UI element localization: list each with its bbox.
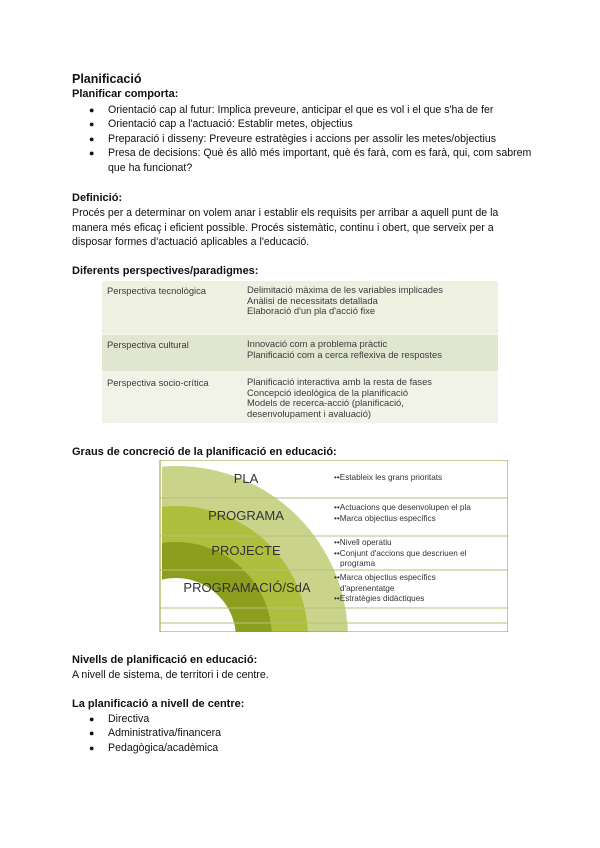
list-item: ● Orientació cap al futur: Implica preveure, anticipar el que es vol i el que s'ha de fer bbox=[89, 104, 494, 116]
bullet-icon: ● bbox=[89, 133, 95, 144]
centre-heading: La planificació a nivell de centre: bbox=[72, 698, 245, 710]
bullet-icon: ● bbox=[89, 105, 95, 115]
nivells-heading: Nivells de planificació en educació: bbox=[72, 654, 258, 666]
level-notes: ••Nivell operatiu ••Conjunt d'accions que descriuen el programa bbox=[334, 538, 467, 569]
list-item: ● Pedagògica/acadèmica bbox=[89, 741, 219, 754]
bullet-icon: ● bbox=[89, 742, 95, 753]
list-item: ● Administrativa/financera bbox=[89, 727, 222, 740]
level-projecte: PROJECTE bbox=[211, 543, 281, 558]
list-item: ● Preparació i disseny: Preveure estratègies i accions per assolir les metes/objectius bbox=[89, 132, 497, 145]
table-row bbox=[102, 373, 498, 423]
level-programa: PROGRAMA bbox=[208, 508, 284, 523]
perspective-description: Delimitació màxima de les variables implicades Anàlisi de necessitats detallada Elaboració d'un pla d'acció fixe bbox=[247, 284, 443, 317]
perspective-name: Perspectiva tecnològica bbox=[107, 285, 207, 296]
list-item: ● Presa de decisions: Què és allò més important, què és farà, com es farà, qui, com sabrem que ha funcionat? bbox=[89, 147, 532, 174]
level-programacio: PROGRAMACIÓ/SdA bbox=[183, 580, 311, 595]
perspective-name: Perspectiva socio-crítica bbox=[107, 377, 209, 388]
nivells-text: A nivell de sistema, de territori i de centre. bbox=[72, 669, 269, 681]
perspectives-heading: Diferents perspectives/paradigmes: bbox=[72, 265, 259, 277]
level-notes: ••Actuacions que desenvolupen el pla ••Marca objectius específics bbox=[334, 503, 471, 523]
bullet-icon: ● bbox=[89, 119, 95, 130]
bullet-icon: ● bbox=[89, 148, 95, 159]
list-item: ● Orientació cap a l'actuació: Establir metes, objectius bbox=[89, 118, 353, 131]
table-row bbox=[102, 335, 498, 371]
list-item: ● Directiva bbox=[89, 713, 150, 725]
level-pla: PLA bbox=[233, 471, 259, 486]
level-notes: ••Estableix les grans prioritats bbox=[334, 473, 443, 482]
bullet-icon: ● bbox=[89, 714, 95, 724]
graus-heading: Graus de concreció de la planificació en educació: bbox=[72, 446, 337, 458]
bullet-icon: ● bbox=[89, 728, 95, 739]
table-row bbox=[102, 281, 498, 333]
level-notes: ••Marca objectius específics d'aprenentatge ••Estratègies didàctiques bbox=[334, 573, 436, 604]
comporta-heading: Planificar comporta: bbox=[72, 88, 179, 100]
definicio-text: Procés per a determinar on volem anar i establir els requisits per arribar a aquell punt de la manera més eficaç i eficient possible. Procés sistemàtic, continu i obert, que serveix per a disposar formes d'actuació aplicables a l'educació. bbox=[72, 207, 499, 249]
comporta-list bbox=[72, 103, 532, 175]
perspective-name: Perspectiva cultural bbox=[107, 339, 189, 350]
perspective-description: Planificació interactiva amb la resta de fases Concepció ideològica de la planificació Models de recerca-acció (planificació, desenvolupament i avaluació) bbox=[247, 376, 432, 419]
concretion-diagram bbox=[72, 460, 508, 632]
perspective-description: Innovació com a problema pràctic Planificació com a cerca reflexiva de respostes bbox=[247, 338, 442, 360]
page-title: Planificació bbox=[72, 72, 142, 86]
definicio-heading: Definició: bbox=[72, 192, 123, 204]
centre-list bbox=[72, 712, 532, 755]
perspectives-table bbox=[102, 281, 498, 423]
